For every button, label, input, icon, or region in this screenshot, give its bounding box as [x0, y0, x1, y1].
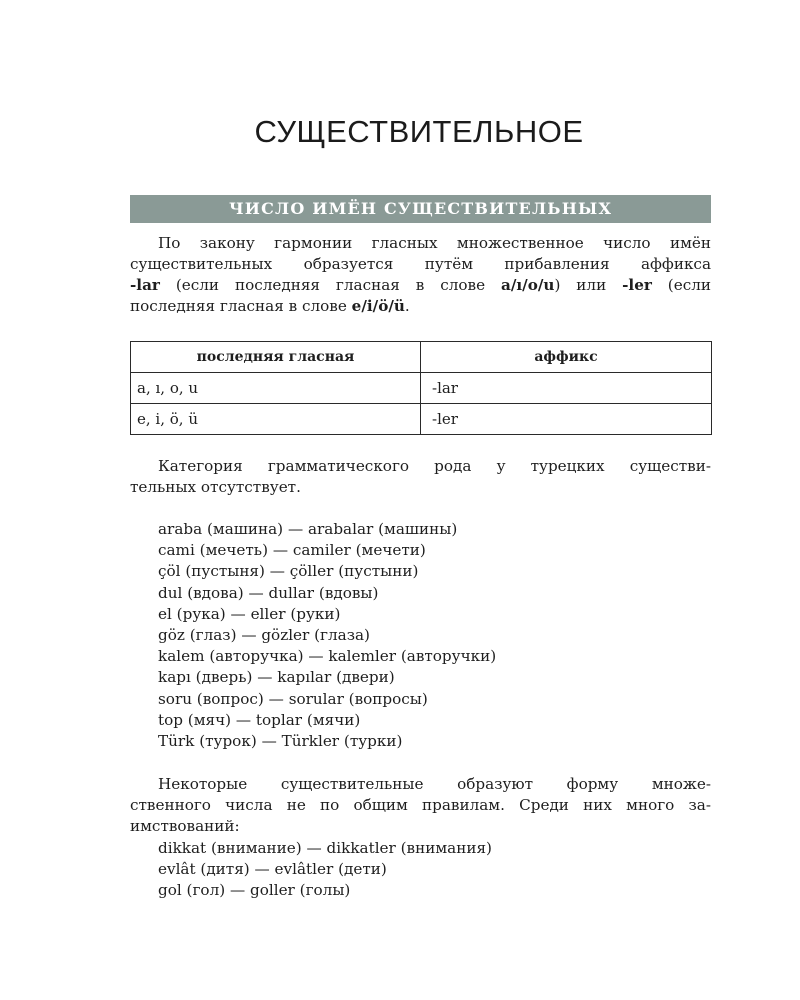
vowel-affix-table	[130, 341, 712, 435]
suffix-ler: -ler	[622, 276, 652, 294]
list-item: kapı (дверь) — kapılar (двери)	[158, 668, 395, 687]
list-item: gol (гол) — goller (голы)	[158, 881, 351, 900]
suffix-lar: -lar	[130, 276, 160, 294]
intro-paragraph	[130, 233, 711, 317]
table-row	[131, 404, 712, 435]
list-item: göz (глаз) — gözler (глаза)	[158, 626, 370, 645]
intro-text: (если последняя гласная в слове	[159, 276, 502, 294]
table-cell-vowels: e, i, ö, ü	[131, 404, 421, 435]
table-cell-vowels: a, ı, o, u	[131, 373, 421, 404]
intro-text: .	[404, 297, 410, 315]
table-header-row	[131, 342, 712, 373]
intro-line-3	[130, 275, 711, 296]
intro-line-1: По закону гармонии гласных множественное число имён	[158, 234, 711, 252]
irregular-paragraph	[130, 774, 711, 837]
intro-text: ) или	[554, 276, 623, 294]
list-item: cami (мечеть) — camiler (мечети)	[158, 541, 426, 560]
irregular-line-2: ственного числа не по общим правилам. Среди них много за-	[130, 796, 711, 814]
table-row	[131, 373, 712, 404]
intro-line-2: существительных образуется путём прибавления аффикса	[130, 255, 711, 273]
page-title: СУЩЕСТВИТЕЛЬНОЕ	[254, 114, 584, 149]
list-item: çöl (пустыня) — çöller (пустыни)	[158, 562, 419, 581]
column-header-affix: аффикс	[421, 342, 712, 373]
table-cell-affix: -lar	[421, 373, 712, 404]
irregular-line-1: Некоторые существительные образуют форму множе-	[158, 775, 711, 793]
irregular-example-list	[158, 838, 492, 902]
list-item: Türk (турок) — Türkler (турки)	[158, 732, 403, 751]
list-item: el (рука) — eller (руки)	[158, 604, 341, 623]
gender-line-2: тельных отсутствует.	[130, 478, 301, 496]
intro-text: последняя гласная в слове	[130, 297, 352, 315]
column-header-vowel: последняя гласная	[131, 342, 421, 373]
section-heading: ЧИСЛО ИМЁН СУЩЕСТВИТЕЛЬНЫХ	[130, 195, 711, 223]
front-vowels: e/i/ö/ü	[351, 297, 405, 315]
intro-text: (если	[651, 276, 711, 294]
list-item: araba (машина) — arabalar (машины)	[158, 520, 458, 538]
list-item: soru (вопрос) — sorular (вопросы)	[158, 689, 428, 708]
list-item: dikkat (внимание) — dikkatler (внимания)	[158, 839, 492, 857]
gender-paragraph	[130, 456, 711, 498]
table-cell-affix: -ler	[421, 404, 712, 435]
list-item: dul (вдова) — dullar (вдовы)	[158, 583, 379, 602]
list-item: evlât (дитя) — evlâtler (дети)	[158, 860, 387, 879]
example-list	[158, 519, 496, 752]
irregular-line-3: имствований:	[130, 817, 240, 835]
intro-line-4	[130, 296, 711, 317]
list-item: top (мяч) — toplar (мячи)	[158, 710, 361, 729]
back-vowels: a/ı/o/u	[501, 276, 555, 294]
gender-line-1: Категория грамматического рода у турецких существи-	[158, 457, 711, 475]
list-item: kalem (авторучка) — kalemler (авторучки)	[158, 647, 497, 666]
